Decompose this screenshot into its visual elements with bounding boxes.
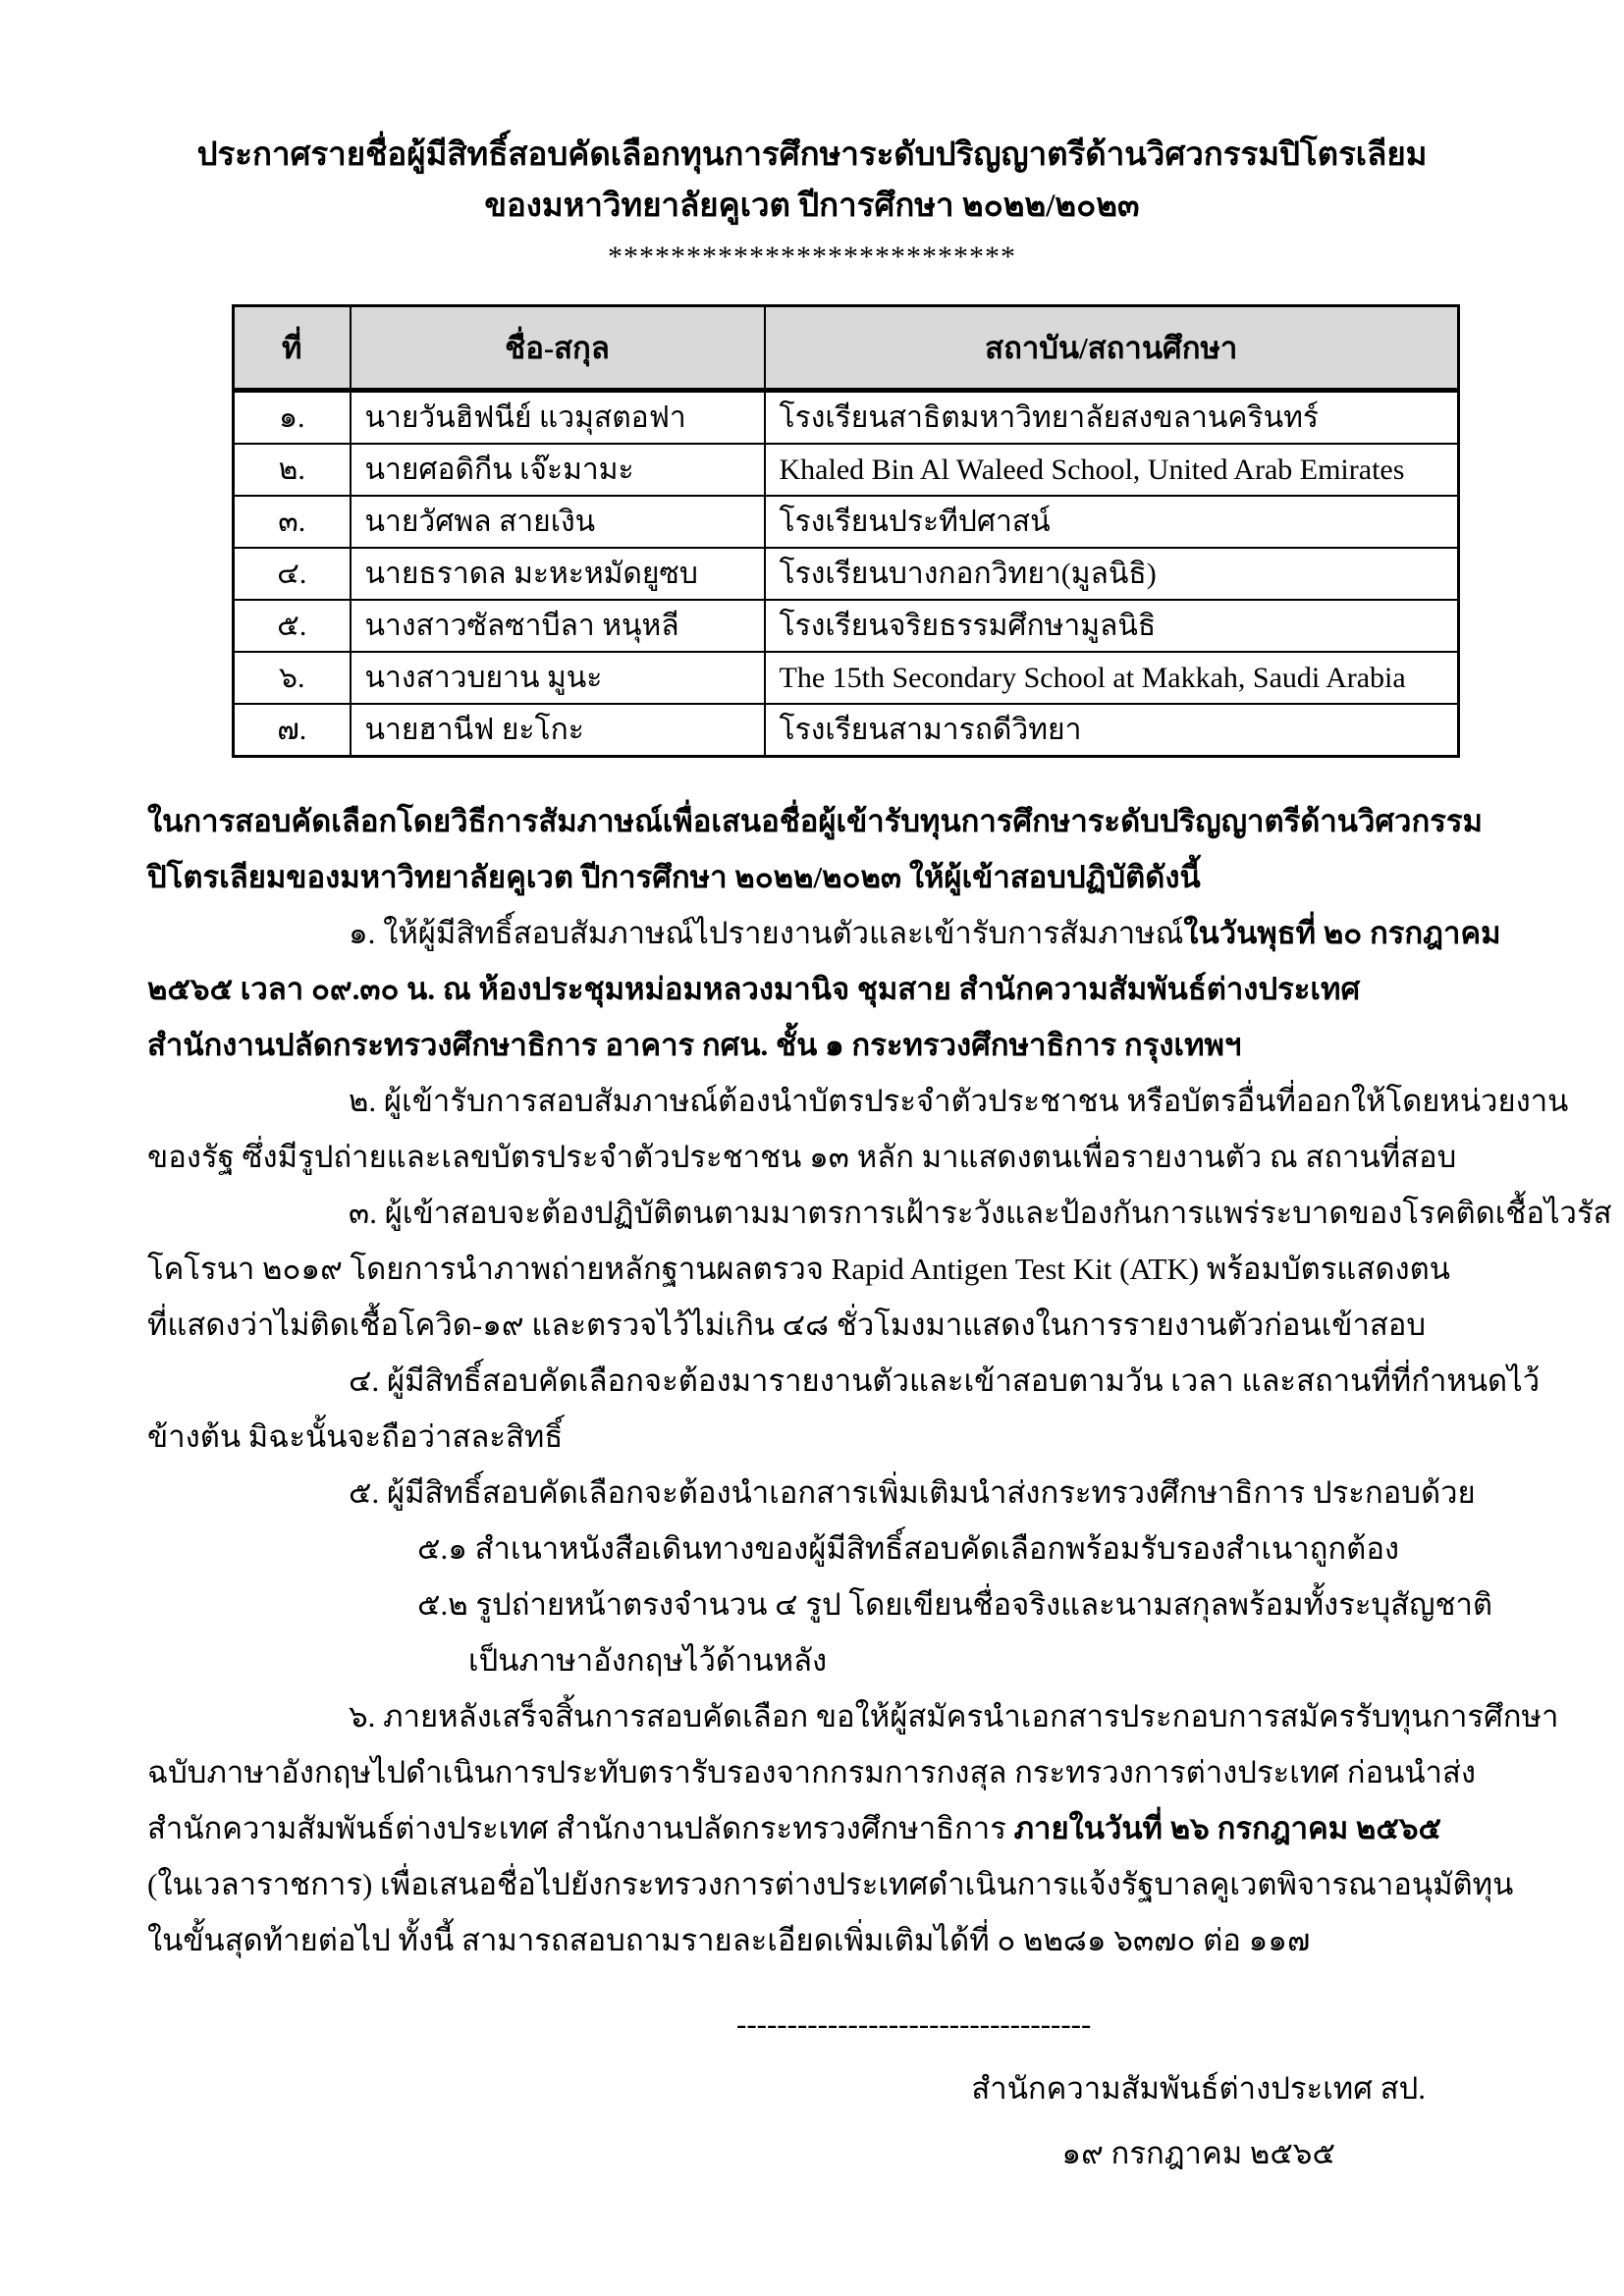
item-6-line-3 <box>147 1800 1477 1856</box>
cell-institution: โรงเรียนสาธิตมหาวิทยาลัยสงขลานครินทร์ <box>765 391 1459 445</box>
table-row <box>234 391 1459 445</box>
signature-date: ๑๙ กรกฎาคม ๒๕๖๕ <box>1061 2136 1335 2170</box>
cell-no: ๔. <box>234 548 351 600</box>
column-header-institution: สถาบัน/สถานศึกษา <box>765 306 1459 391</box>
item-1-line-2: ๒๕๖๕ เวลา ๐๙.๓๐ น. ณ ห้องประชุมหม่อมหลวงมานิจ ชุมสาย สำนักความสัมพันธ์ต่างประเทศ <box>147 972 1361 1006</box>
cell-institution: โรงเรียนจริยธรรมศึกษามูลนิธิ <box>765 600 1459 652</box>
item-1-line-1 <box>147 905 1501 961</box>
title-line-1: ประกาศรายชื่อผู้มีสิทธิ์สอบคัดเลือกทุนการศึกษาระดับปริญญาตรีด้านวิศวกรรมปิโตรเลียม <box>196 137 1428 173</box>
signature-office: สำนักความสัมพันธ์ต่างประเทศ สป. <box>971 2071 1426 2106</box>
signature-dashed-line: ----------------------------------- <box>736 2006 1092 2041</box>
cell-no: ๕. <box>234 600 351 652</box>
table-row <box>234 444 1459 496</box>
item-1-line-3: สำนักงานปลัดกระทรวงศึกษาธิการ อาคาร กศน. ชั้น ๑ กระทรวงศึกษาธิการ กรุงเทพฯ <box>147 1028 1242 1062</box>
item-6-line-1: ๖. ภายหลังเสร็จสิ้นการสอบคัดเลือก ขอให้ผู้สมัครนำเอกสารประกอบการสมัครรับทุนการศึกษา <box>349 1699 1559 1734</box>
item-6-text: สำนักความสัมพันธ์ต่างประเทศ สำนักงานปลัดกระทรวงศึกษาธิการ <box>147 1811 1014 1845</box>
intro-line-2: ปิโตรเลียมของมหาวิทยาลัยคูเวต ปีการศึกษา ๒๐๒๒/๒๐๒๓ ให้ผู้เข้าสอบปฏิบัติดังนี้ <box>147 860 1201 894</box>
cell-no: ๑. <box>234 391 351 445</box>
cell-institution: โรงเรียนบางกอกวิทยา(มูลนิธิ) <box>765 548 1459 600</box>
signature-block <box>971 2056 1426 2186</box>
item-3-line-1: ๓. ผู้เข้าสอบจะต้องปฏิบัติตนตามมาตรการเฝ้าระวังและป้องกันการแพร่ระบาดของโรคติดเชื้อไวรัส <box>349 1196 1612 1230</box>
table-row <box>234 600 1459 652</box>
intro-line-1: ในการสอบคัดเลือกโดยวิธีการสัมภาษณ์เพื่อเสนอชื่อผู้เข้ารับทุนการศึกษาระดับปริญญาตรีด้านวิศวกรรม <box>147 804 1483 838</box>
item-3-line-3: ที่แสดงว่าไม่ติดเชื้อโควิด-๑๙ และตรวจไว้ไม่เกิน ๔๘ ชั่วโมงมาแสดงในการรายงานตัวก่อนเข้าสอบ <box>147 1308 1427 1342</box>
cell-name: นายธราดล มะหะหมัดยูซบ <box>351 548 765 600</box>
cell-name: นายวัศพล สายเงิน <box>351 496 765 548</box>
item-1-date-bold: ในวันพุธที่ ๒๐ กรกฎาคม <box>1183 916 1501 950</box>
cell-institution: The 15th Secondary School at Makkah, Saudi Arabia <box>765 652 1459 704</box>
title-line-2: ของมหาวิทยาลัยคูเวต ปีการศึกษา ๒๐๒๒/๒๐๒๓ <box>484 188 1140 224</box>
item-2-line-2: ของรัฐ ซึ่งมีรูปถ่ายและเลขบัตรประจำตัวประชาชน ๑๓ หลัก มาแสดงตนเพื่อรายงานตัว ณ สถานที่สอบ <box>147 1140 1457 1174</box>
cell-institution: Khaled Bin Al Waleed School, United Arab Emirates <box>765 444 1459 496</box>
item-6-line-4: (ในเวลาราชการ) เพื่อเสนอชื่อไปยังกระทรวงการต่างประเทศดำเนินการแจ้งรัฐบาลคูเวตพิจารณาอนุมัติทุน <box>147 1867 1514 1901</box>
item-3-line-2: โคโรนา ๒๐๑๙ โดยการนำภาพถ่ายหลักฐานผลตรวจ Rapid Antigen Test Kit (ATK) พร้อมบัตรแสดงตน <box>147 1252 1450 1286</box>
column-header-name: ชื่อ-สกุล <box>351 306 765 391</box>
candidates-table <box>232 304 1460 758</box>
item-6-line-2: ฉบับภาษาอังกฤษไปดำเนินการประทับตรารับรองจากกรมการกงสุล กระทรวงการต่างประเทศ ก่อนนำส่ง <box>147 1755 1476 1789</box>
cell-name: นางสาวบยาน มูนะ <box>351 652 765 704</box>
cell-no: ๗. <box>234 704 351 757</box>
item-5-line-1: ๕. ผู้มีสิทธิ์สอบคัดเลือกจะต้องนำเอกสารเพิ่มเติมนำส่งกระทรวงศึกษาธิการ ประกอบด้วย <box>349 1475 1476 1510</box>
cell-institution: โรงเรียนสามารถดีวิทยา <box>765 704 1459 757</box>
cell-no: ๓. <box>234 496 351 548</box>
table-row <box>234 704 1459 757</box>
item-5-sub-2-line-1: ๕.๒ รูปถ่ายหน้าตรงจำนวน ๔ รูป โดยเขียนชื่อจริงและนามสกุลพร้อมทั้งระบุสัญชาติ <box>417 1587 1493 1622</box>
cell-name: นายวันฮิฟนีย์ แวมุสตอฟา <box>351 391 765 445</box>
item-2-line-1: ๒. ผู้เข้ารับการสอบสัมภาษณ์ต้องนำบัตรประจำตัวประชาชน หรือบัตรอื่นที่ออกให้โดยหน่วยงาน <box>349 1084 1569 1118</box>
cell-institution: โรงเรียนประทีปศาสน์ <box>765 496 1459 548</box>
item-4-line-2: ข้างต้น มิฉะนั้นจะถือว่าสละสิทธิ์ <box>147 1419 564 1454</box>
cell-no: ๒. <box>234 444 351 496</box>
table-header-row <box>234 306 1459 391</box>
table-row <box>234 548 1459 600</box>
page-title <box>147 130 1477 232</box>
item-6-deadline-bold: ภายในวันที่ ๒๖ กรกฎาคม ๒๕๖๕ <box>1013 1811 1441 1845</box>
stars-divider: ************************** <box>608 240 1016 273</box>
table-row <box>234 652 1459 704</box>
item-5-sub-2-line-2: เป็นภาษาอังกฤษไว้ด้านหลัง <box>468 1643 828 1678</box>
table-row <box>234 496 1459 548</box>
cell-name: นายฮานีฟ ยะโกะ <box>351 704 765 757</box>
item-6-line-5: ในขั้นสุดท้ายต่อไป ทั้งนี้ สามารถสอบถามรายละเอียดเพิ่มเติมได้ที่ ๐ ๒๒๘๑ ๖๓๗๐ ต่อ ๑๑๗ <box>147 1923 1311 1957</box>
column-header-no: ที่ <box>234 306 351 391</box>
cell-name: นายศอดิกีน เจ๊ะมามะ <box>351 444 765 496</box>
cell-no: ๖. <box>234 652 351 704</box>
item-4-line-1: ๔. ผู้มีสิทธิ์สอบคัดเลือกจะต้องมารายงานตัวและเข้าสอบตามวัน เวลา และสถานที่ที่กำหนดไว้ <box>349 1363 1541 1398</box>
instructions-section <box>147 793 1612 1968</box>
item-5-sub-1: ๕.๑ สำเนาหนังสือเดินทางของผู้มีสิทธิ์สอบคัดเลือกพร้อมรับรองสำเนาถูกต้อง <box>417 1531 1400 1566</box>
cell-name: นางสาวซัลซาบีลา หนุหลี <box>351 600 765 652</box>
item-1-text: ๑. ให้ผู้มีสิทธิ์สอบสัมภาษณ์ไปรายงานตัวและเข้ารับการสัมภาษณ์ <box>349 916 1184 950</box>
